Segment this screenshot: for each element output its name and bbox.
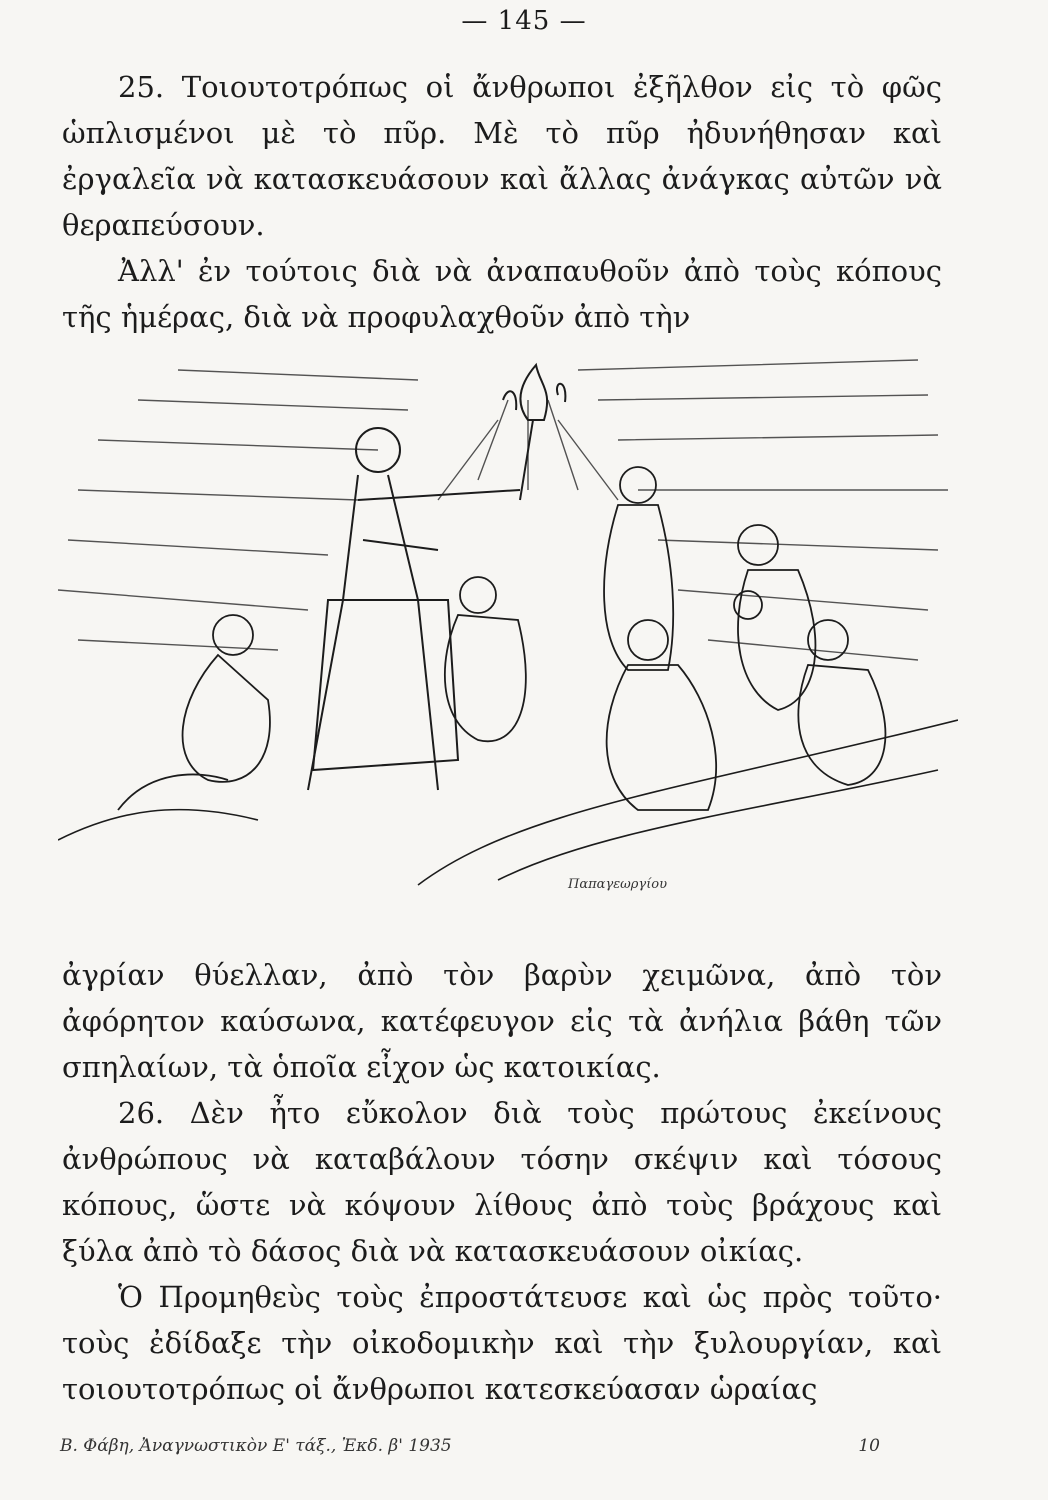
cave-rays bbox=[58, 360, 948, 660]
sheet-number: 10 bbox=[858, 1436, 880, 1456]
paragraph-prometheus: Ὁ Προμηθεὺς τοὺς ἐπροστάτευσε καὶ ὡς πρὸς τοῦτο· τοὺς ἐδίδαξε τὴν οἰκοδομικὴν καὶ τὴν ξυλουργίαν, καὶ τοιουτοτρόπως οἱ ἄνθρωποι κατεσκεύασαν ὡραίας bbox=[62, 1280, 942, 1406]
page-footer bbox=[60, 1436, 940, 1456]
paragraph-26: 26. Δὲν ἦτο εὔκολον διὰ τοὺς πρώτους ἐκείνους ἀνθρώπους νὰ καταβάλουν τόσην σκέψιν καὶ τόσους κόπους, ὥστε νὰ κόψουν λίθους ἀπὸ τοὺς βράχους καὶ ξύλα ἀπὸ τὸ δάσος διὰ νὰ κατασκευάσουν οἰκίας. bbox=[62, 1096, 942, 1268]
cave-illustration bbox=[58, 340, 958, 910]
torch-icon bbox=[503, 365, 565, 500]
paragraph-continued: ἀγρίαν θύελλαν, ἀπὸ τὸν βαρὺν χειμῶνα, ἀπὸ τὸν ἀφόρητον καύσωνα, κατέφευγον εἰς τὰ ἀνήλια βάθη τῶν σπηλαίων, τὰ ὁποῖα εἶχον ὡς κατοικίας. bbox=[62, 958, 942, 1084]
artist-signature: Παπαγεωργίου bbox=[568, 877, 668, 892]
top-text bbox=[62, 64, 942, 340]
cave-ground bbox=[58, 720, 958, 885]
paragraph-25: 25. Τοιουτοτρόπως οἱ ἄνθρωποι ἐξῆλθον εἰς τὸ φῶς ὡπλισμένοι μὲ τὸ πῦρ. Μὲ τὸ πῦρ ἠδυνήθησαν καὶ ἐργαλεῖα νὰ κατασκευάσουν καὶ ἄλλας ἀνάγκας αὐτῶν νὰ θεραπεύσουν. bbox=[62, 70, 942, 242]
bottom-text bbox=[62, 952, 942, 1412]
page-number: — 145 — bbox=[461, 6, 587, 36]
imprint: Β. Φάβη, Ἀναγνωστικὸν Ε' τάξ., Ἐκδ. β' 1935 bbox=[60, 1436, 452, 1456]
seated-figures bbox=[118, 467, 885, 810]
paragraph-continuation: Ἀλλ' ἐν τούτοις διὰ νὰ ἀναπαυθοῦν ἀπὸ τοὺς κόπους τῆς ἡμέρας, διὰ νὰ προφυλαχθοῦν ἀπὸ τὴν bbox=[62, 254, 942, 334]
